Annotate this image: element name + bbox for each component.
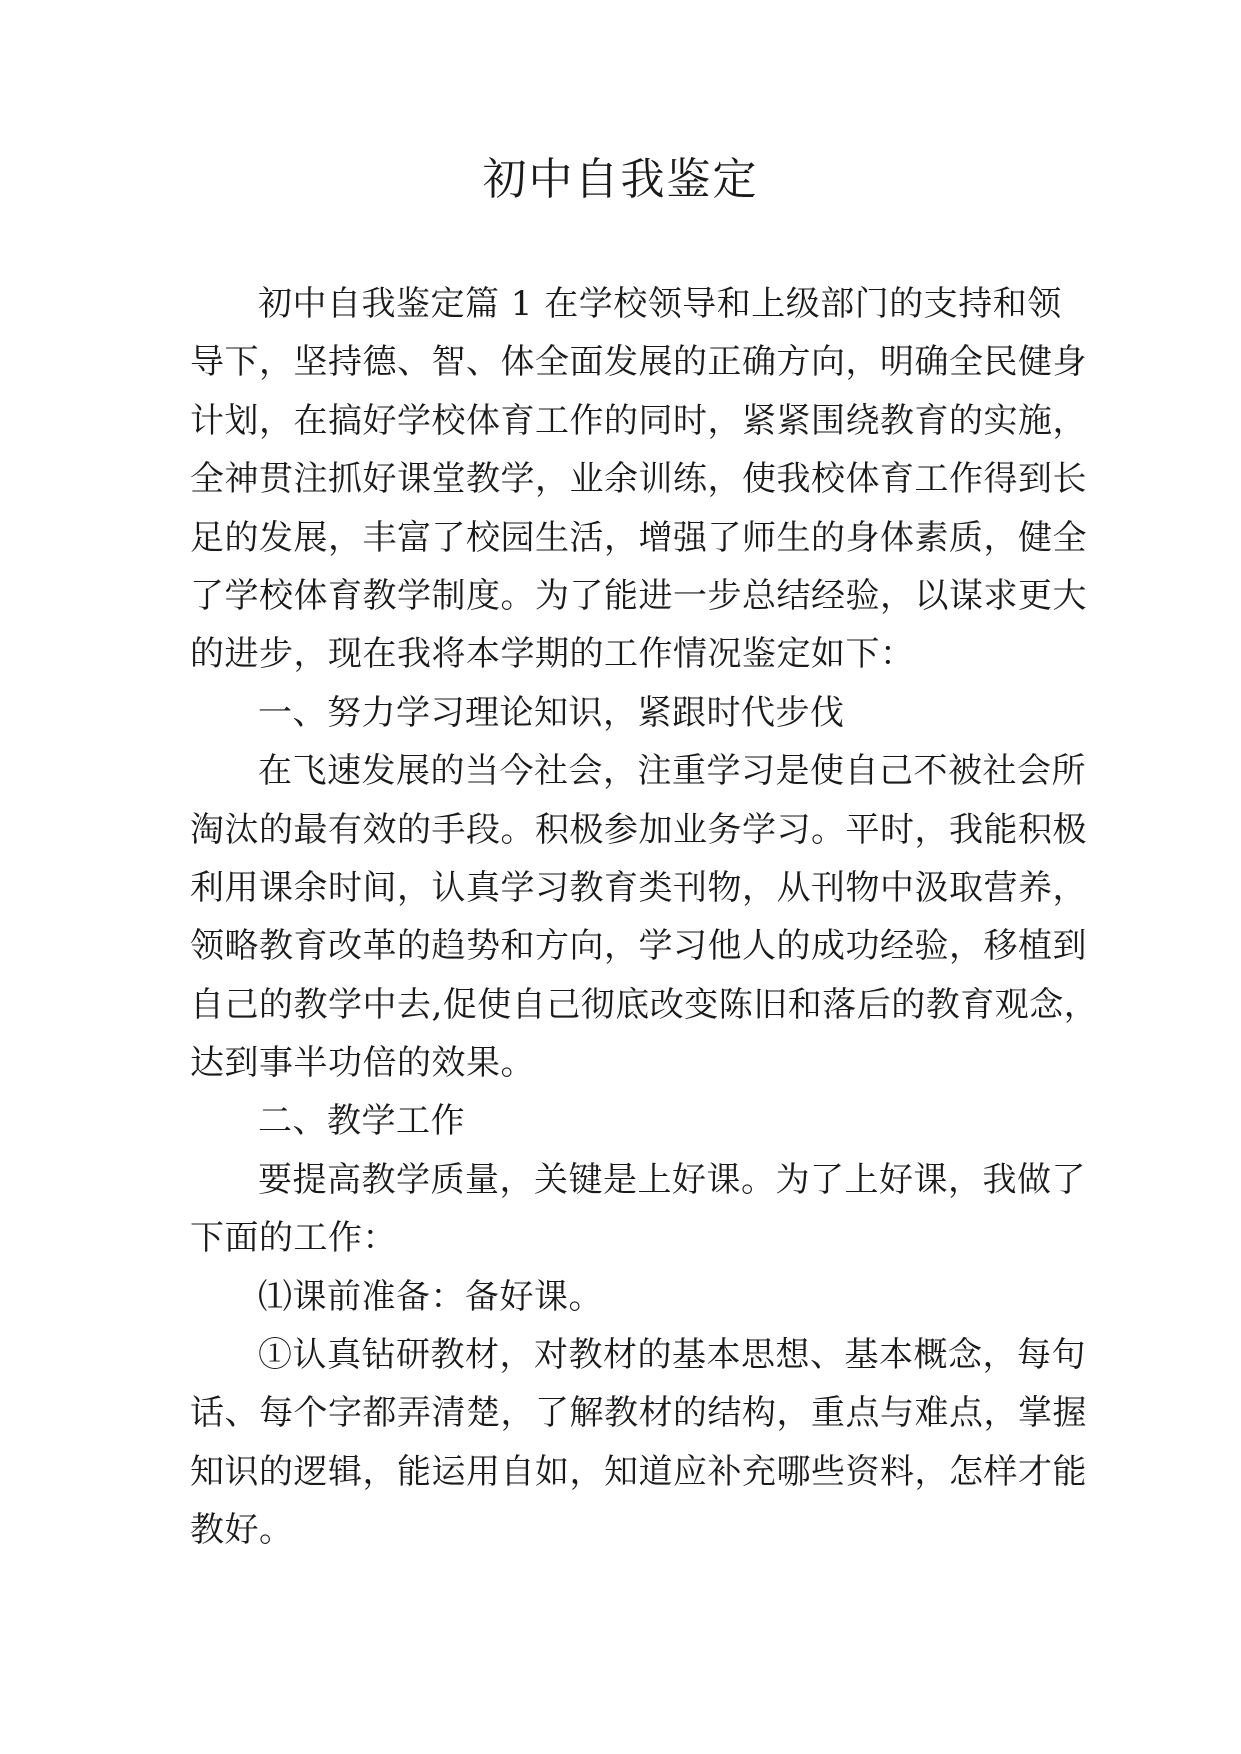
text-line: 话、每个字都弄清楚，了解教材的结构，重点与难点，掌握 (190, 1393, 1087, 1434)
text-line: 二、教学工作 (258, 1101, 465, 1142)
text-line: 全神贯注抓好课堂教学，业余训练，使我校体育工作得到长 (190, 459, 1087, 500)
text-line: 下面的工作： (190, 1218, 397, 1259)
document-body (190, 275, 1099, 1560)
text-line: ①认真钻研教材，对教材的基本思想、基本概念，每句 (258, 1335, 1086, 1376)
text-line: 淘汰的最有效的手段。积极参加业务学习。平时，我能积极 (190, 809, 1087, 850)
text-line: 了学校体育教学制度。为了能进一步总结经验，以谋求更大 (190, 575, 1087, 616)
text-line: 计划，在搞好学校体育工作的同时，紧紧围绕教育的实施， (190, 400, 1087, 441)
text-line: 要提高教学质量，关键是上好课。为了上好课，我做了 (258, 1159, 1086, 1200)
text-line: 知识的逻辑，能运用自如，知道应补充哪些资料，怎样才能 (190, 1451, 1087, 1492)
text-line: 的进步，现在我将本学期的工作情况鉴定如下： (190, 634, 915, 675)
text-line: 利用课余时间，认真学习教育类刊物，从刊物中汲取营养， (190, 867, 1087, 908)
text-line: 自己的教学中去,促使自己彻底改变陈旧和落后的教育观念， (190, 984, 1099, 1025)
text-line: 在飞速发展的当今社会，注重学习是使自己不被社会所 (258, 751, 1086, 792)
text-line: 足的发展，丰富了校园生活，增强了师生的身体素质，健全 (190, 517, 1087, 558)
text-line: ⑴课前准备：备好课。 (258, 1276, 603, 1317)
text-line: 教好。 (190, 1510, 294, 1551)
text-line: 领略教育改革的趋势和方向，学习他人的成功经验，移植到 (190, 926, 1087, 967)
text-line: 达到事半功倍的效果。 (190, 1043, 535, 1084)
text-line: 一、努力学习理论知识，紧跟时代步伐 (258, 692, 845, 733)
text-line: 导下，坚持德、智、体全面发展的正确方向，明确全民健身 (190, 342, 1087, 383)
text-line: 初中自我鉴定篇 1 在学校领导和上级部门的支持和领 (258, 284, 1062, 324)
document-title: 初中自我鉴定 (482, 154, 759, 205)
